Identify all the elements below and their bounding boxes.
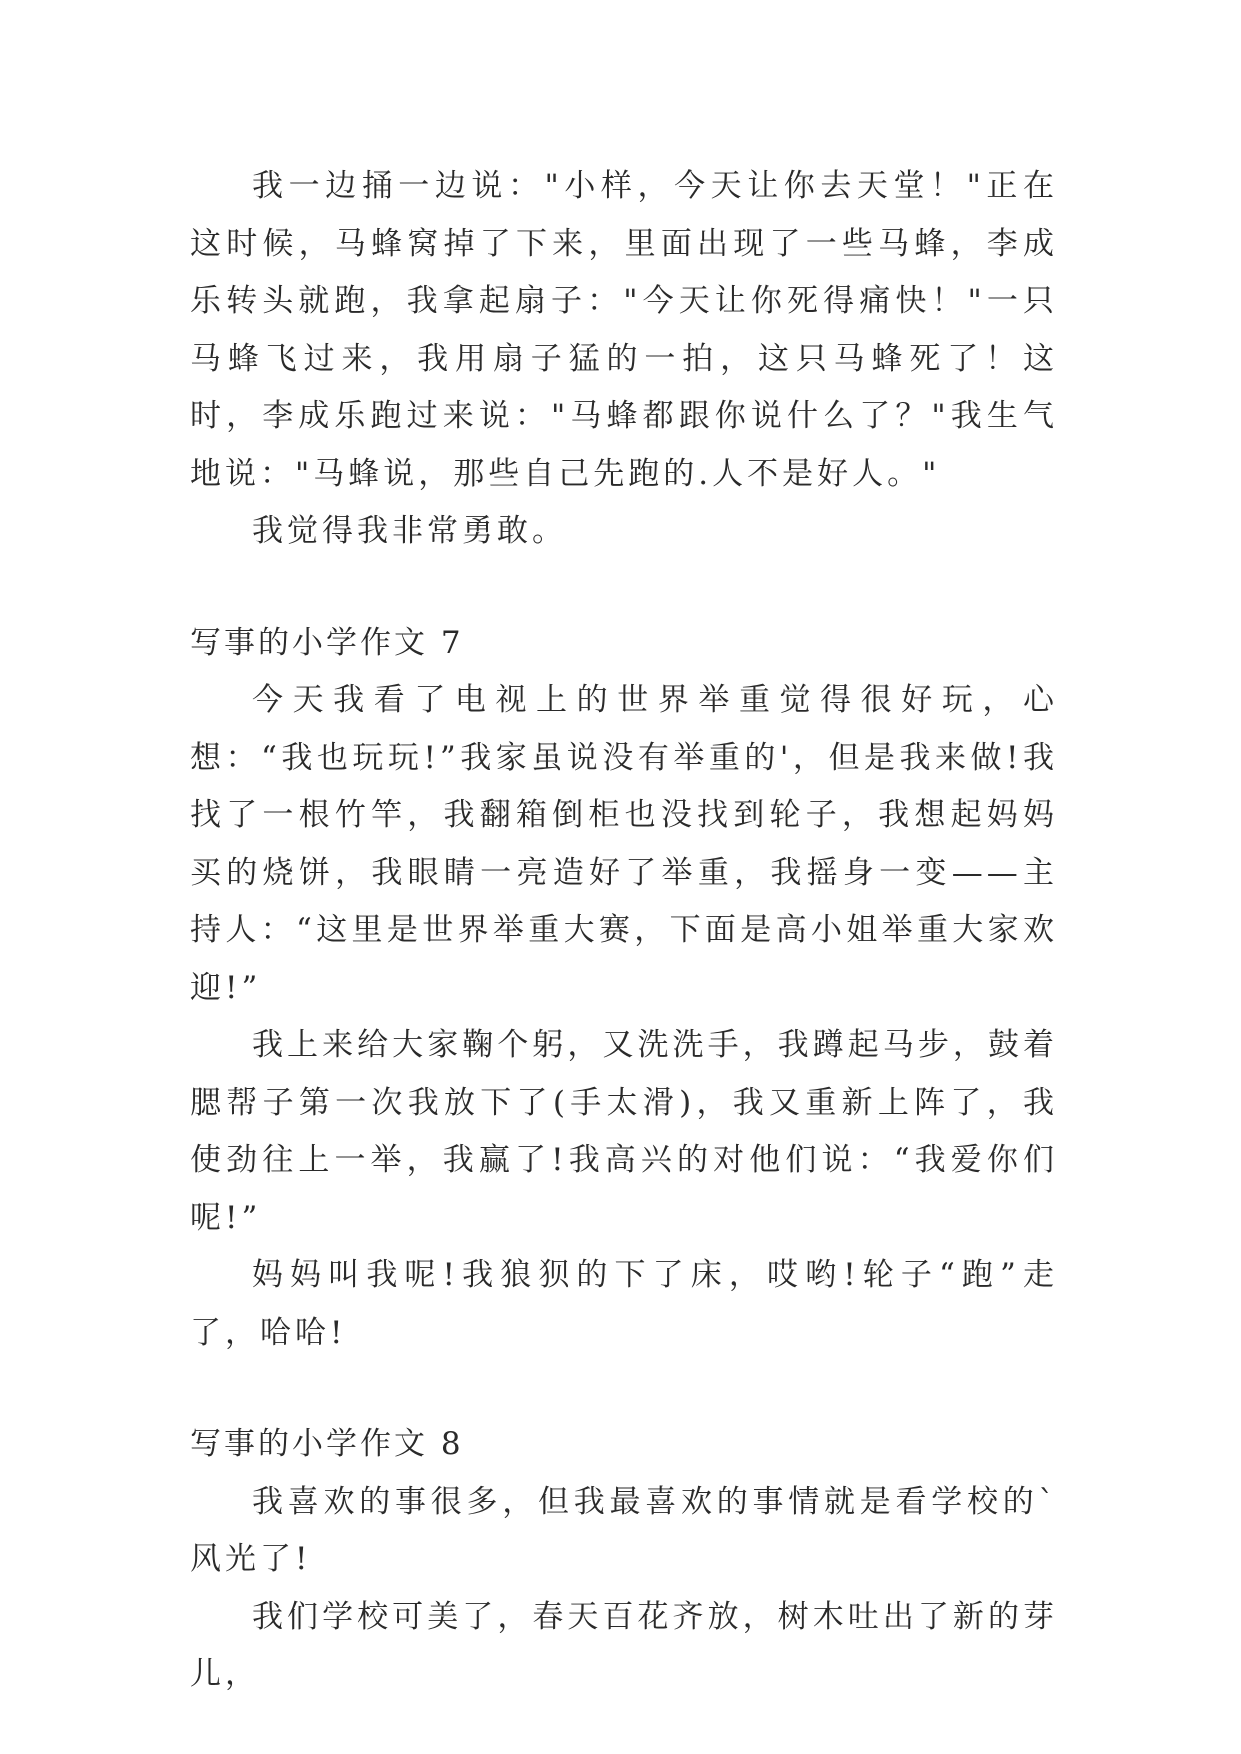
section-spacer: [190, 1362, 1058, 1416]
paragraph-weightlifting-1: 今天我看了电视上的世界举重觉得很好玩，心想：“我也玩玩!”我家虽说没有举重的'，但是我来做!我找了一根竹竿，我翻箱倒柜也没找到轮子，我想起妈妈买的烧饼，我眼睛一亮造好了举重，我摇身一变——主持人：“这里是世界举重大赛，下面是高小姐举重大家欢迎!”: [190, 682, 1058, 1006]
paragraph-school-2: 我们学校可美了，春天百花齐放，树木吐出了新的芽儿，: [190, 1598, 1058, 1692]
paragraph-brave: 我觉得我非常勇敢。: [252, 513, 567, 549]
paragraph-weightlifting-2: 我上来给大家鞠个躬，又洗洗手，我蹲起马步，鼓着腮帮子第一次我放下了(手太滑)，我又重新上阵了，我使劲往上一举，我赢了!我高兴的对他们说：“我爱你们呢!”: [190, 1027, 1058, 1236]
paragraph-weightlifting-3: 妈妈叫我呢!我狼狈的下了床，哎哟!轮子“跑”走了，哈哈!: [190, 1257, 1058, 1351]
document-page: [190, 158, 1058, 1704]
paragraph-hornet-story: 我一边捅一边说："小样，今天让你去天堂！"正在这时候，马蜂窝掉了下来，里面出现了一些马蜂，李成乐转头就跑，我拿起扇子："今天让你死得痛快！"一只马蜂飞过来，我用扇子猛的一拍，这只马蜂死了！这时，李成乐跑过来说："马蜂都跟你说什么了？"我生气地说："马蜂说，那些自己先跑的.人不是好人。": [190, 168, 1058, 492]
section-8-title: 写事的小学作文 8: [190, 1426, 464, 1462]
section-7-title: 写事的小学作文 7: [190, 624, 464, 661]
paragraph-school-1: 我喜欢的事很多，但我最喜欢的事情就是看学校的`风光了!: [190, 1483, 1058, 1577]
section-spacer: [190, 561, 1058, 615]
